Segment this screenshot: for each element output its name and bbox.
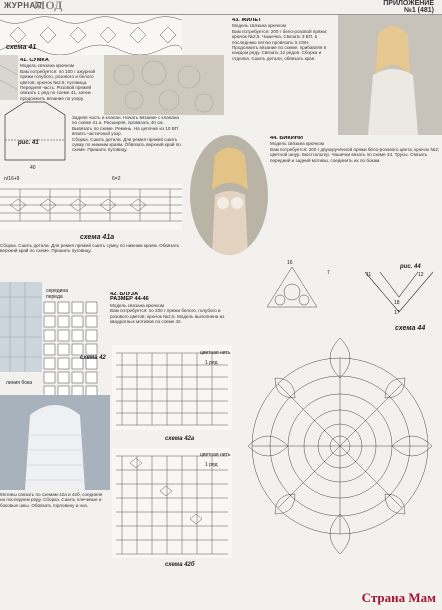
schema-41-label: схема 41 — [6, 44, 37, 51]
blouse-title: 42. БЛУЗА — [110, 292, 139, 297]
dim-18: 18 — [394, 300, 400, 306]
bag-body-2: Задняя часть и клапан. Начать вязание с клапана по схеме 41 а. Расширяя, провязать 40 см. Вывязать по схеме. Ремень. На цепочке из 10 ВП вязать частичный узор. — [72, 115, 179, 137]
repeat-label-2: 6=2 — [112, 176, 121, 182]
dim-11: 11 — [366, 272, 372, 278]
dim-40: 40 — [30, 165, 36, 171]
bag-body-3: Сборка. Сшить детали. Для ремня пряжей сшить сумку по нижним краям. Обвязать верхний край по схеме. Пришить пуговицу. — [72, 136, 181, 153]
row-1-label-1: 1 ряд — [205, 360, 218, 366]
dim-17: 17 — [394, 310, 400, 316]
supplement-label: ПРИЛОЖЕНИЕ — [383, 0, 434, 7]
blouse-subtitle: Модель связана крючком — [110, 302, 165, 308]
page-header — [0, 0, 442, 15]
colored-line-label-2: цветная нить — [200, 452, 231, 458]
schema-42a-label: схема 42а — [165, 436, 195, 442]
schema-41a-chart — [0, 184, 182, 230]
blouse-body: Вам потребуется: по 200 г пряжи белого, голубого и розового цветов; крючок №2,5. Модель выполнена из квадратных мотивов по схеме 42. — [110, 308, 225, 325]
bikini-title: 44. БИКИНИ — [270, 136, 303, 141]
magazine-name: ЖУРНАЛ — [4, 1, 43, 10]
motif-detail-diagram — [262, 262, 322, 312]
blouse-article — [110, 292, 238, 342]
bag-photo — [0, 55, 18, 100]
dim-7: 7 — [327, 270, 330, 276]
blouse-detail-photo — [0, 282, 42, 372]
schema-42b-label: схема 42б — [165, 562, 195, 568]
bikini-article — [270, 136, 442, 248]
issue-number: №1 (481) — [404, 7, 434, 14]
top-subtitle: Модель связана крючком — [232, 23, 287, 29]
fig-41-diagram — [0, 100, 70, 165]
blouse-size: РАЗМЕР 44-46 — [110, 296, 149, 303]
bikini-subtitle: Модель связана крючком — [270, 141, 325, 147]
fig-44-label: рис. 44 — [400, 264, 421, 270]
fig-41-label: рис. 41 — [18, 140, 39, 146]
blouse-article-cont — [0, 492, 105, 602]
dim-12: 12 — [418, 272, 424, 278]
bag-body: Вам потребуется: по 100 г ажурной пряжи голубого, розового и белого цветов; крючок №2,5; пуговица. Передняя часть. Розовой пряжей связать 1 ряд по схеме 41, затем продолжить вязание по узору. — [20, 68, 96, 101]
schema-41a-label: схема 41а — [80, 234, 115, 241]
top-body: Вам потребуется: 200 г бело-розовой пряжи; крючок №2,5. Чашечка. Связать 3 ВП, в последнюю петлю провязать 5 СБН. Продолжить вязание по схеме, прибавляя в каждом ряду. Связать 12 рядов. Сборка и отделка. Сшить детали, обвязать края. — [232, 28, 328, 61]
top-title: 43. ЖИЛЕТ — [232, 18, 262, 23]
issue-label — [383, 0, 434, 14]
blouse-model-photo — [0, 395, 110, 490]
bag-body-3b: Сборка. Сшить детали. Для ремня пряжей сшить сумку по нижним краям. Обвязать верхний край по схеме. Пришить пуговицу. — [0, 243, 180, 254]
bag-article-end — [0, 243, 180, 283]
top-article — [232, 18, 337, 133]
schema-44-chart — [240, 318, 440, 573]
colored-line-label-1: цветная нить — [200, 350, 231, 356]
side-line-label: линия бока — [6, 380, 33, 386]
fig-44-diagram — [360, 262, 438, 317]
bag-title: 41. СУМКА — [20, 58, 49, 63]
magazine-logo: МОД — [34, 0, 63, 12]
schema-42-label: схема 42 — [80, 355, 106, 361]
bag-pattern-photo — [104, 55, 224, 115]
row-1-label-2: 1 ряд — [205, 462, 218, 468]
bag-subtitle: Модель связана крючком — [20, 63, 75, 69]
bag-article-cont — [72, 115, 182, 170]
bikini-body: Вам потребуется: 200 г двухкручённой пряжи бело-розового цвета; крючок №2; цветной шнур. Бюстгальтер. Чашечки вязать по схеме 44. Трусы. Связать передний и задний мотивы, соединить их по бокам. — [270, 146, 440, 163]
schema-42a-chart — [112, 345, 232, 430]
model-top-photo — [338, 15, 442, 135]
bikini-oval-photo — [190, 135, 268, 255]
center-front-label: середина переда — [46, 288, 68, 300]
dim-16: 16 — [287, 260, 293, 266]
watermark: Страна Мам — [361, 590, 436, 605]
repeat-label-1: n/16+9 — [4, 176, 20, 182]
schema-44-label: схема 44 — [395, 325, 426, 332]
blouse-body-2: Мотивы связать по схемам 42а и 42б, соединяя на последнем ряду. Сборка. Сшить плечевые и боковые швы. Обвязать горловину и низ. — [0, 492, 103, 508]
